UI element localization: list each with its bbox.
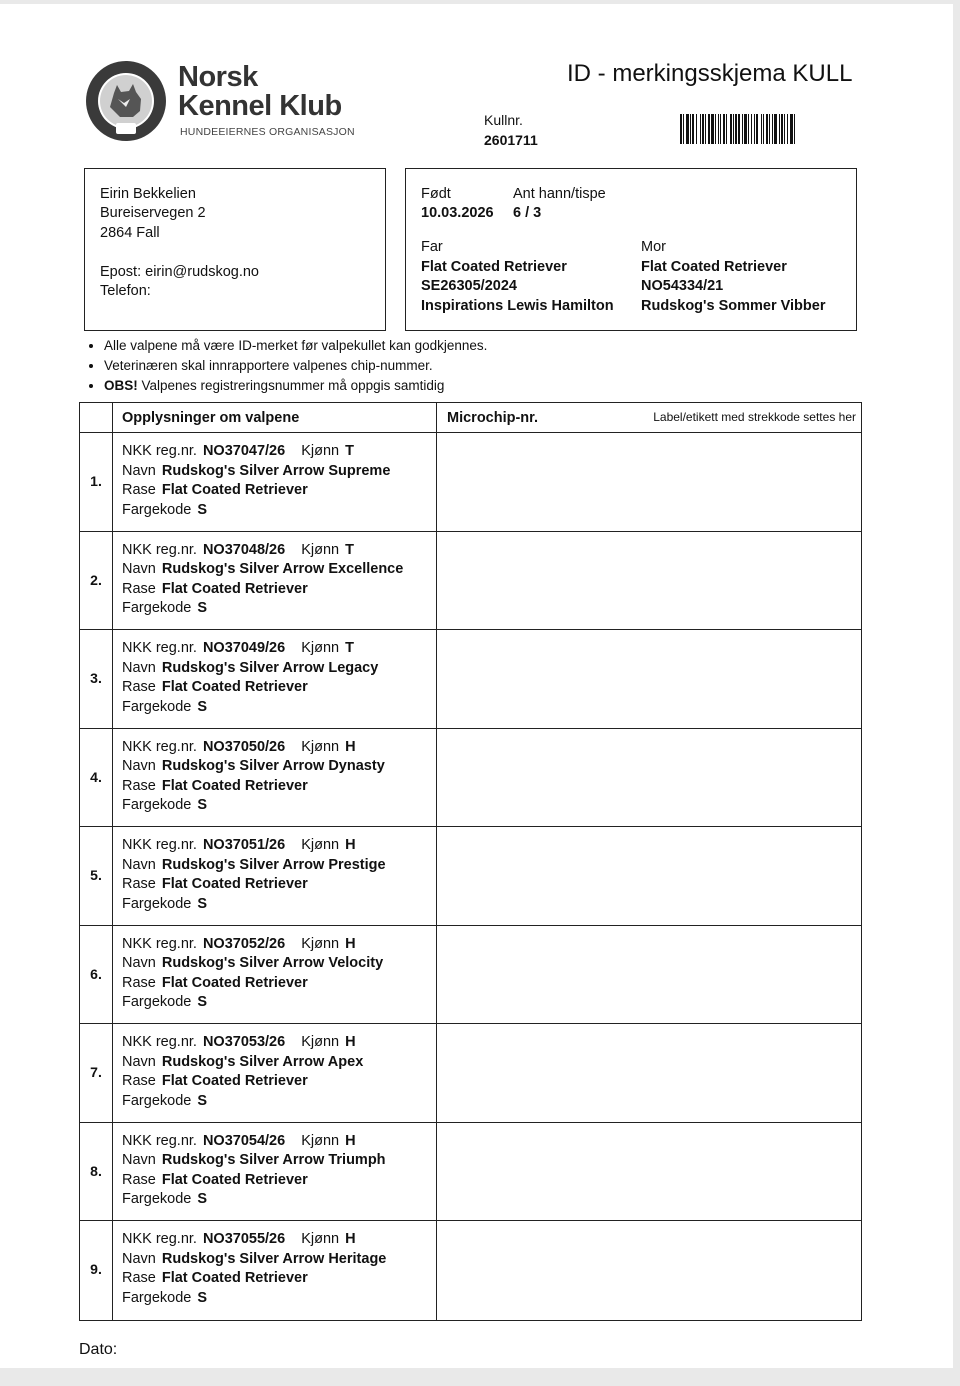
instruction-item: • Veterinæren skal innrapportere valpenes chip-nummer.	[104, 356, 487, 376]
table-row	[80, 1023, 861, 1122]
barcode-bar	[744, 114, 747, 144]
table-row	[80, 629, 861, 728]
color-code: S	[197, 895, 207, 912]
table-row	[80, 826, 861, 925]
table-row	[80, 531, 861, 630]
instruction-item	[104, 376, 487, 396]
color-line	[122, 1093, 207, 1109]
color-label: Fargekode	[122, 501, 192, 518]
sex-label: Kjønn	[301, 1132, 340, 1149]
barcode-bar	[711, 114, 714, 144]
reg-label: NKK reg.nr.	[122, 837, 197, 853]
barcode-bar	[718, 114, 719, 144]
mother-name: Rudskog's Sommer Vibber	[641, 298, 826, 314]
color-label: Fargekode	[122, 1289, 192, 1306]
kull-number: 2601711	[484, 132, 538, 148]
color-code: S	[197, 600, 207, 616]
reg-line	[122, 542, 354, 558]
count-label: Ant hann/tispe	[513, 186, 606, 202]
puppy-name: Rudskog's Silver Arrow Supreme	[161, 462, 391, 479]
name-line	[122, 1251, 386, 1267]
reg-number: NO37047/26	[202, 443, 286, 459]
sex-value: H	[345, 1034, 356, 1050]
color-label: Fargekode	[122, 797, 192, 813]
breed-value: Flat Coated Retriever	[161, 974, 308, 991]
microchip-field[interactable]	[437, 629, 861, 728]
reg-number: NO37048/26	[202, 541, 286, 558]
born-label: Født	[421, 186, 451, 202]
breed-label: Rase	[122, 679, 156, 695]
row-number: 3.	[90, 670, 102, 686]
color-line	[122, 699, 207, 715]
breed-value: Flat Coated Retriever	[161, 1171, 308, 1188]
obs-text: Valpenes registreringsnummer må oppgis samtidig	[137, 378, 445, 393]
barcode-bar	[708, 114, 710, 144]
name-line	[122, 1152, 386, 1168]
color-code: S	[197, 1289, 207, 1306]
name-label: Navn	[122, 1250, 156, 1267]
barcode-bar	[680, 114, 682, 144]
sex-value: H	[345, 1132, 356, 1149]
breed-value: Flat Coated Retriever	[161, 1270, 308, 1286]
microchip-field[interactable]	[437, 1023, 861, 1122]
reg-line	[122, 1133, 356, 1149]
sex-value: H	[345, 837, 356, 853]
puppy-name: Rudskog's Silver Arrow Velocity	[161, 955, 384, 971]
barcode-bar	[794, 114, 795, 144]
owner-email: Epost: eirin@rudskog.no	[100, 264, 259, 280]
barcode-bar	[766, 114, 768, 144]
barcode-bar	[700, 114, 701, 144]
reg-label: NKK reg.nr.	[122, 738, 197, 755]
breed-line	[122, 1270, 308, 1286]
table-row	[80, 1220, 861, 1319]
owner-box	[84, 168, 386, 331]
breed-label: Rase	[122, 1171, 156, 1188]
row-number: 9.	[90, 1261, 102, 1277]
barcode-bar	[756, 114, 758, 144]
name-label: Navn	[122, 955, 156, 971]
instructions-list	[86, 336, 487, 396]
owner-street: Bureiservegen 2	[100, 205, 206, 221]
color-line	[122, 600, 207, 616]
microchip-field[interactable]	[437, 1122, 861, 1221]
sex-label: Kjønn	[301, 541, 340, 558]
sex-value: H	[345, 1231, 356, 1247]
header-info: Opplysninger om valpene	[122, 410, 300, 426]
mother-reg: NO54334/21	[641, 278, 724, 294]
reg-number: NO37053/26	[202, 1034, 286, 1050]
barcode-bar	[742, 114, 743, 144]
color-line	[122, 1191, 207, 1207]
row-number: 8.	[90, 1162, 102, 1179]
barcode-bar	[781, 114, 783, 144]
row-number: 7.	[90, 1064, 102, 1080]
header-label-area: Label/etikett med strekkode settes her	[653, 410, 856, 424]
reg-number: NO37049/26	[202, 640, 286, 656]
color-code: S	[197, 501, 207, 518]
barcode-bar	[784, 114, 785, 144]
row-number: 5.	[90, 867, 102, 883]
date-label: Dato:	[79, 1341, 118, 1358]
reg-number: NO37050/26	[202, 738, 286, 755]
instruction-item: • Alle valpene må være ID-merket før valpekullet kan godkjennes.	[104, 336, 487, 356]
row-number: 1.	[90, 473, 102, 489]
brand-name-line2: Kennel Klub	[178, 90, 342, 122]
barcode-bar	[683, 114, 684, 144]
count-value: 6 / 3	[513, 205, 542, 221]
sex-value: H	[345, 935, 356, 952]
name-label: Navn	[122, 1053, 156, 1070]
puppy-name: Rudskog's Silver Arrow Apex	[161, 1053, 364, 1070]
puppy-name: Rudskog's Silver Arrow Triumph	[161, 1152, 386, 1168]
barcode-bar	[738, 114, 740, 144]
obs-label: OBS!	[104, 378, 138, 393]
sex-label: Kjønn	[301, 1231, 340, 1247]
page-title: ID - merkingsskjema KULL	[567, 60, 853, 87]
reg-line	[122, 1231, 356, 1247]
barcode-bar	[774, 114, 777, 144]
color-code: S	[197, 1092, 207, 1109]
breed-line	[122, 975, 308, 991]
puppy-name: Rudskog's Silver Arrow Dynasty	[161, 758, 385, 774]
reg-number: NO37055/26	[202, 1231, 286, 1247]
name-line	[122, 561, 403, 577]
born-date: 10.03.2026	[421, 205, 494, 221]
barcode-bar	[720, 114, 721, 144]
microchip-field[interactable]	[437, 1220, 861, 1319]
barcode-bar	[705, 114, 706, 144]
breed-label: Rase	[122, 876, 156, 892]
barcode-bar	[763, 114, 764, 144]
breed-line	[122, 679, 308, 695]
color-label: Fargekode	[122, 600, 192, 616]
barcode-bar	[726, 114, 727, 144]
puppy-table	[79, 402, 862, 1321]
barcode-bar	[735, 114, 737, 144]
color-label: Fargekode	[122, 1092, 192, 1109]
reg-line	[122, 936, 356, 952]
name-label: Navn	[122, 758, 156, 774]
barcode-bar	[769, 114, 770, 144]
breed-label: Rase	[122, 1270, 156, 1286]
reg-number: NO37054/26	[202, 1132, 286, 1149]
breed-label: Rase	[122, 1073, 156, 1089]
row-number: 6.	[90, 965, 102, 982]
father-label: Far	[421, 239, 443, 255]
barcode-bar	[748, 114, 749, 144]
color-code: S	[197, 994, 207, 1010]
breed-line	[122, 1073, 308, 1089]
reg-label: NKK reg.nr.	[122, 1034, 197, 1050]
father-reg: SE26305/2024	[421, 278, 517, 294]
table-row	[80, 925, 861, 1024]
row-number: 2.	[90, 571, 102, 588]
breed-label: Rase	[122, 482, 156, 498]
reg-number: NO37052/26	[202, 935, 286, 952]
barcode-bar	[715, 114, 716, 144]
name-label: Navn	[122, 856, 156, 873]
name-line	[122, 955, 383, 971]
barcode-bar	[779, 114, 780, 144]
table-row	[80, 728, 861, 827]
brand-name-line1: Norsk	[178, 61, 258, 93]
reg-line	[122, 443, 354, 459]
barcode-bar	[723, 114, 725, 144]
color-line	[122, 502, 207, 518]
kull-label: Kullnr.	[484, 112, 523, 128]
sex-label: Kjønn	[301, 837, 340, 853]
breed-line	[122, 1172, 308, 1188]
barcode-bar	[730, 114, 732, 144]
reg-label: NKK reg.nr.	[122, 640, 197, 656]
name-label: Navn	[122, 561, 156, 577]
mother-breed: Flat Coated Retriever	[641, 259, 787, 275]
name-line	[122, 857, 386, 873]
breed-label: Rase	[122, 777, 156, 794]
reg-label: NKK reg.nr.	[122, 1132, 197, 1149]
reg-label: NKK reg.nr.	[122, 935, 197, 952]
name-line	[122, 660, 378, 676]
breed-value: Flat Coated Retriever	[161, 777, 308, 794]
barcode-bar	[692, 114, 694, 144]
color-code: S	[197, 1191, 207, 1207]
breed-value: Flat Coated Retriever	[161, 1073, 308, 1089]
color-label: Fargekode	[122, 895, 192, 912]
barcode-bar	[696, 114, 697, 144]
father-name: Inspirations Lewis Hamilton	[421, 298, 614, 314]
breed-label: Rase	[122, 974, 156, 991]
puppy-name: Rudskog's Silver Arrow Legacy	[161, 659, 379, 676]
form-page	[0, 4, 953, 1368]
microchip-field[interactable]	[437, 925, 861, 1024]
barcode-bar	[751, 114, 752, 144]
sex-label: Kjønn	[301, 1034, 340, 1050]
color-label: Fargekode	[122, 698, 192, 715]
microchip-field[interactable]	[437, 728, 861, 827]
barcode-bar	[702, 114, 704, 144]
barcode-bar	[790, 114, 793, 144]
name-label: Navn	[122, 659, 156, 676]
sex-value: T	[345, 443, 354, 459]
sex-value: T	[345, 640, 354, 656]
breed-label: Rase	[122, 580, 156, 597]
breed-value: Flat Coated Retriever	[161, 679, 308, 695]
sex-value: H	[345, 738, 356, 755]
nkk-logo	[84, 59, 364, 149]
father-breed: Flat Coated Retriever	[421, 259, 567, 275]
name-label: Navn	[122, 462, 156, 479]
breed-line	[122, 482, 308, 498]
color-line	[122, 896, 207, 912]
table-row	[80, 432, 861, 531]
reg-line	[122, 837, 356, 853]
breed-value: Flat Coated Retriever	[161, 876, 308, 892]
breed-line	[122, 876, 308, 892]
microchip-field[interactable]	[437, 531, 861, 630]
row-number: 4.	[90, 768, 102, 785]
barcode-bar	[761, 114, 762, 144]
reg-label: NKK reg.nr.	[122, 1231, 197, 1247]
breed-line	[122, 581, 308, 597]
breed-value: Flat Coated Retriever	[161, 482, 308, 498]
sex-label: Kjønn	[301, 443, 340, 459]
reg-line	[122, 739, 356, 755]
sex-label: Kjønn	[301, 640, 340, 656]
reg-line	[122, 640, 354, 656]
reg-label: NKK reg.nr.	[122, 443, 197, 459]
barcode-bar	[772, 114, 773, 144]
color-label: Fargekode	[122, 994, 192, 1010]
color-label: Fargekode	[122, 1191, 192, 1207]
puppy-name: Rudskog's Silver Arrow Prestige	[161, 856, 386, 873]
name-line	[122, 1054, 363, 1070]
color-line	[122, 1290, 207, 1306]
header-microchip: Microchip-nr.	[447, 410, 539, 426]
mother-label: Mor	[641, 239, 666, 255]
color-code: S	[197, 698, 207, 715]
barcode-bar	[686, 114, 689, 144]
barcode-bar	[733, 114, 734, 144]
color-line	[122, 994, 207, 1010]
barcode-bar	[690, 114, 691, 144]
name-label: Navn	[122, 1152, 156, 1168]
sex-value: T	[345, 541, 354, 558]
name-line	[122, 463, 390, 479]
sex-label: Kjønn	[301, 738, 340, 755]
barcode-bar	[787, 114, 788, 144]
table-row	[80, 1122, 861, 1221]
owner-name: Eirin Bekkelien	[100, 186, 196, 202]
owner-city: 2864 Fall	[100, 225, 160, 241]
nkk-seal-icon	[84, 59, 168, 143]
reg-number: NO37051/26	[202, 837, 286, 853]
barcode-icon	[680, 114, 838, 144]
owner-phone: Telefon:	[100, 283, 151, 299]
breed-line	[122, 778, 308, 794]
color-code: S	[197, 797, 207, 813]
reg-label: NKK reg.nr.	[122, 541, 197, 558]
microchip-field[interactable]	[437, 432, 861, 531]
litter-box	[405, 168, 857, 331]
puppy-name: Rudskog's Silver Arrow Excellence	[161, 561, 404, 577]
color-line	[122, 797, 207, 813]
name-line	[122, 758, 385, 774]
sex-label: Kjønn	[301, 935, 340, 952]
reg-line	[122, 1034, 356, 1050]
breed-value: Flat Coated Retriever	[161, 580, 308, 597]
brand-tagline: HUNDEEIERNES ORGANISASJON	[180, 126, 355, 138]
barcode-bar	[754, 114, 755, 144]
microchip-field[interactable]	[437, 826, 861, 925]
puppy-name: Rudskog's Silver Arrow Heritage	[161, 1250, 387, 1267]
